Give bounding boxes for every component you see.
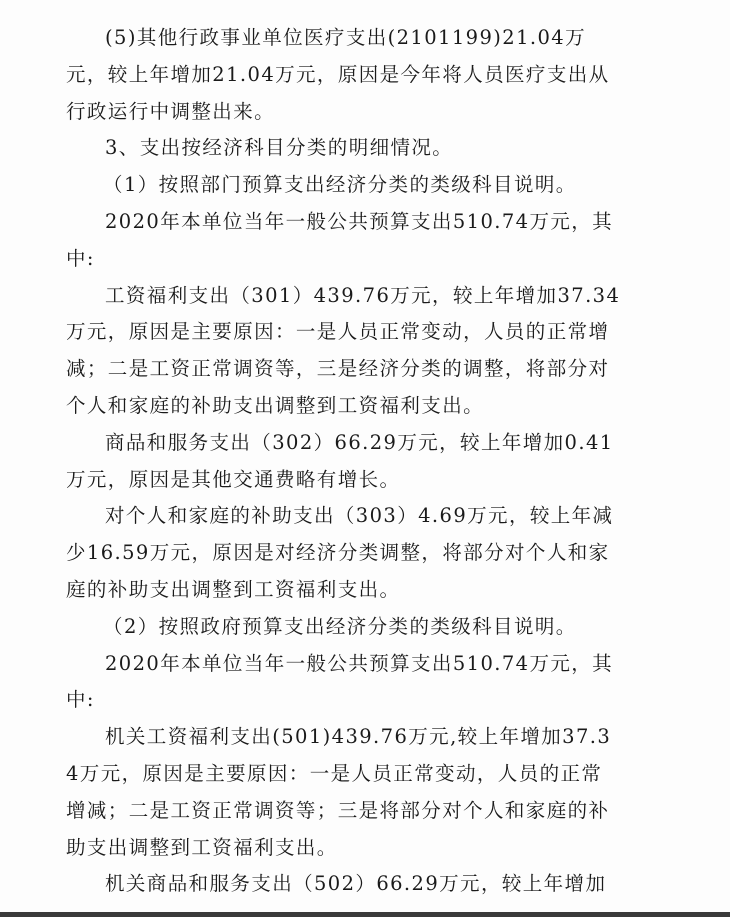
paragraph-total-expense-2: 2020年本单位当年一般公共预算支出510.74万元，其中: [66, 651, 614, 712]
subheading-department-budget: （1）按照部门预算支出经济分类的类级科目说明。 [103, 173, 577, 197]
paragraph-agency-goods-502: 机关商品和服务支出（502）66.29万元，较上年增加 [105, 872, 607, 896]
paragraph-wages-301: 工资福利支出（301）439.76万元，较上年增加37.34万元，原因是主要原因：一是人员正常变动，人员的正常增减；二是工资正常调资等，三是经济分类的调整，将部分对个人和家庭的补助支出调整到工资福利支出。 [66, 283, 621, 417]
bottom-edge-divider [0, 912, 730, 917]
paragraph-goods-services-302: 商品和服务支出（302）66.29万元，较上年增加0.41万元，原因是其他交通费略有增长。 [66, 430, 614, 491]
paragraph-subsidies-303: 对个人和家庭的补助支出（303）4.69万元，较上年减少16.59万元，原因是对经济分类调整，将部分对个人和家庭的补助支出调整到工资福利支出。 [66, 504, 614, 601]
paragraph-other-medical-expense: (5)其他行政事业单位医疗支出(2101199)21.04万元，较上年增加21.04万元，原因是今年将人员医疗支出从行政运行中调整出来。 [66, 26, 610, 123]
heading-economic-classification: 3、支出按经济科目分类的明细情况。 [105, 136, 454, 160]
paragraph-total-expense-1: 2020年本单位当年一般公共预算支出510.74万元，其中: [66, 209, 614, 270]
document-body [66, 20, 622, 903]
subheading-government-budget: （2）按照政府预算支出经济分类的类级科目说明。 [103, 614, 577, 638]
paragraph-agency-wages-501: 机关工资福利支出(501)439.76万元,较上年增加37.34万元，原因是主要原因：一是人员正常变动，人员的正常增减；二是工资正常调资等；三是将部分对个人和家庭的补助支出调整到工资福利支出。 [66, 725, 612, 859]
